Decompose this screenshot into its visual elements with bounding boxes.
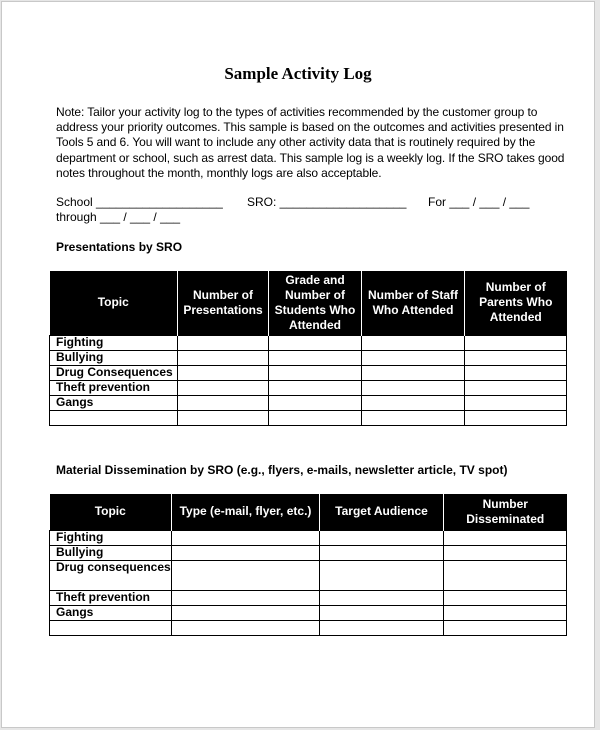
column-header: Topic [50, 494, 172, 530]
entry-cell[interactable] [362, 395, 465, 410]
column-header: Number of Staff Who Attended [362, 271, 465, 335]
table-row [50, 410, 567, 425]
entry-cell[interactable] [320, 530, 444, 545]
entry-cell[interactable] [362, 410, 465, 425]
entry-cell[interactable] [444, 545, 567, 560]
entry-cell[interactable] [178, 395, 269, 410]
column-header: Topic [50, 271, 178, 335]
entry-cell[interactable] [465, 380, 567, 395]
entry-cell[interactable] [465, 395, 567, 410]
school-field[interactable]: School ___________________ [56, 195, 223, 209]
topic-cell: Drug consequences [50, 560, 172, 590]
topic-cell [50, 410, 178, 425]
sro-field[interactable]: SRO: ___________________ [247, 195, 407, 209]
entry-cell[interactable] [178, 335, 269, 350]
entry-cell[interactable] [178, 365, 269, 380]
column-header: Target Audience [320, 494, 444, 530]
date-through-field[interactable]: through ___ / ___ / ___ [56, 210, 181, 224]
page-title: Sample Activity Log [224, 64, 372, 83]
topic-cell: Fighting [50, 335, 178, 350]
entry-cell[interactable] [444, 590, 567, 605]
entry-cell[interactable] [362, 335, 465, 350]
column-header: Grade and Number of Students Who Attended [269, 271, 362, 335]
topic-cell: Theft prevention [50, 590, 172, 605]
entry-cell[interactable] [465, 410, 567, 425]
table-row [50, 605, 567, 620]
topic-cell: Gangs [50, 605, 172, 620]
table-row [50, 365, 567, 380]
entry-cell[interactable] [178, 380, 269, 395]
topic-cell: Theft prevention [50, 380, 178, 395]
topic-cell: Gangs [50, 395, 178, 410]
note-line: Tools 5 and 6. You will want to include any other activity data that is routinely required by the [56, 135, 536, 150]
materials-table [49, 494, 567, 636]
presentations-heading: Presentations by SRO [56, 240, 183, 254]
column-header: Number Disseminated [444, 494, 567, 530]
entry-cell[interactable] [465, 335, 567, 350]
entry-cell[interactable] [178, 350, 269, 365]
table-row [50, 620, 567, 635]
materials-heading: Material Dissemination by SRO (e.g., flyers, e-mails, newsletter article, TV spot) [56, 463, 508, 477]
entry-cell[interactable] [269, 380, 362, 395]
table-header-row [50, 494, 567, 530]
topic-cell: Fighting [50, 530, 172, 545]
entry-cell[interactable] [320, 605, 444, 620]
table-row [50, 350, 567, 365]
entry-cell[interactable] [172, 545, 320, 560]
entry-cell[interactable] [269, 395, 362, 410]
topic-cell [50, 620, 172, 635]
table-row [50, 335, 567, 350]
entry-cell[interactable] [362, 365, 465, 380]
table-header-row [50, 271, 567, 335]
entry-cell[interactable] [444, 560, 567, 590]
entry-cell[interactable] [320, 590, 444, 605]
entry-cell[interactable] [172, 620, 320, 635]
table-row [50, 380, 567, 395]
table-row [50, 545, 567, 560]
entry-cell[interactable] [269, 350, 362, 365]
entry-cell[interactable] [320, 560, 444, 590]
document-page [1, 1, 595, 728]
note-line: address your priority outcomes. This sample is based on the outcomes and activities presented in [56, 120, 564, 135]
table-row [50, 590, 567, 605]
topic-cell: Drug Consequences [50, 365, 178, 380]
entry-cell[interactable] [320, 545, 444, 560]
column-header: Number of Presentations [178, 271, 269, 335]
presentations-table [49, 271, 567, 426]
entry-cell[interactable] [444, 605, 567, 620]
entry-cell[interactable] [320, 620, 444, 635]
entry-cell[interactable] [178, 410, 269, 425]
entry-cell[interactable] [465, 350, 567, 365]
date-from-field[interactable]: For ___ / ___ / ___ [428, 195, 530, 209]
table-row [50, 395, 567, 410]
note-line: department or school, such as arrest data. This sample log is a weekly log. If the SRO takes good [56, 150, 565, 165]
topic-cell: Bullying [50, 350, 178, 365]
entry-cell[interactable] [269, 365, 362, 380]
table-row [50, 530, 567, 545]
entry-cell[interactable] [444, 530, 567, 545]
table-row [50, 560, 567, 590]
instruction-note [56, 105, 576, 181]
entry-cell[interactable] [444, 620, 567, 635]
column-header: Number of Parents Who Attended [465, 271, 567, 335]
entry-cell[interactable] [269, 335, 362, 350]
entry-cell[interactable] [172, 605, 320, 620]
entry-cell[interactable] [172, 590, 320, 605]
note-line: Note: Tailor your activity log to the types of activities recommended by the customer group to [56, 105, 538, 119]
entry-cell[interactable] [362, 350, 465, 365]
topic-cell: Bullying [50, 545, 172, 560]
entry-cell[interactable] [269, 410, 362, 425]
column-header: Type (e-mail, flyer, etc.) [172, 494, 320, 530]
entry-cell[interactable] [172, 530, 320, 545]
entry-cell[interactable] [465, 365, 567, 380]
note-line: notes throughout the month, monthly logs are also acceptable. [56, 165, 382, 180]
entry-cell[interactable] [172, 560, 320, 590]
entry-cell[interactable] [362, 380, 465, 395]
